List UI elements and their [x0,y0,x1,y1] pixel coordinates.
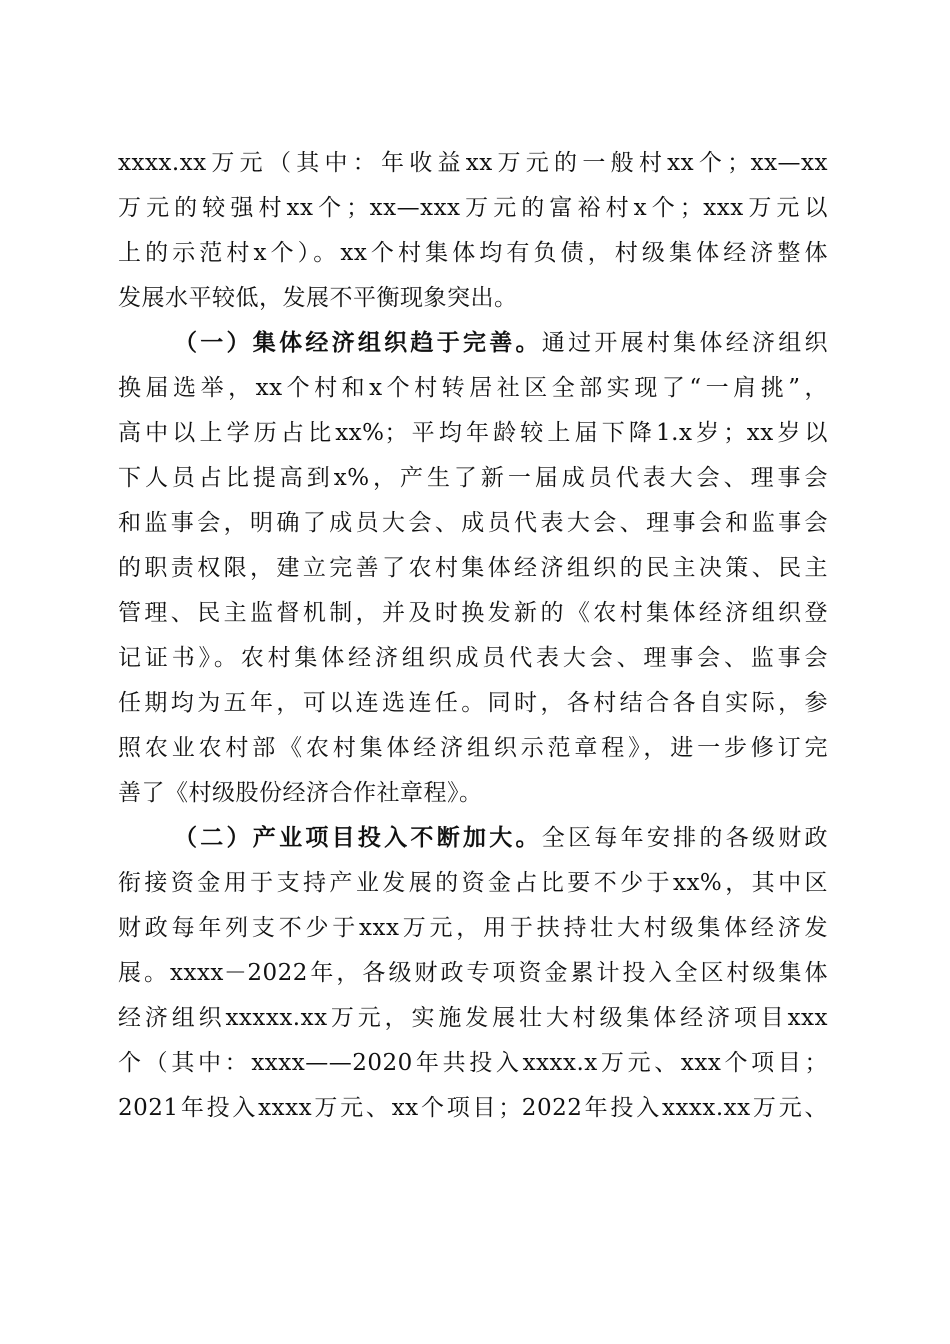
paragraph-3-line-7: 2021年投入xxxx万元、xx个项目；2022年投入xxxx.xx万元、 [118,1095,828,1121]
paragraph-3-line-1 [174,823,828,853]
paragraph-1-line-1: xxxx.xx万元（其中：年收益xx万元的一般村xx个；xx—xx [118,150,828,176]
paragraph-1-line-2: 万元的较强村xx个；xx—xxx万元的富裕村x个；xxx万元以 [118,195,828,221]
paragraph-2-line-2: 换届选举，xx个村和x个村转居社区全部实现了“一肩挑”， [118,375,828,401]
paragraph-2-line-7: 管理、民主监督机制，并及时换发新的《农村集体经济组织登 [118,600,828,626]
paragraph-2-line-6: 的职责权限，建立完善了农村集体经济组织的民主决策、民主 [118,555,828,581]
paragraph-3-line-1-text: 全区每年安排的各级财政 [541,825,829,851]
paragraph-2-line-11: 善了《村级股份经济合作社章程》。 [118,780,483,806]
section-heading-2: （二）产业项目投入不断加大。 [174,824,542,851]
paragraph-2-line-9: 任期均为五年，可以连选连任。同时，各村结合各自实际，参 [118,690,828,716]
paragraph-2-line-3: 高中以上学历占比xx%；平均年龄较上届下降1.x岁；xx岁以 [118,420,828,446]
paragraph-3-line-3: 财政每年列支不少于xxx万元，用于扶持壮大村级集体经济发 [118,915,828,941]
paragraph-3-line-6: 个（其中：xxxx——2020年共投入xxxx.x万元、xxx个项目； [118,1050,828,1076]
paragraph-2-line-8: 记证书》。农村集体经济组织成员代表大会、理事会、监事会 [118,645,828,671]
paragraph-1-line-3: 上的示范村x个）。xx个村集体均有负债，村级集体经济整体 [118,240,828,266]
paragraph-3-line-2: 衔接资金用于支持产业发展的资金占比要不少于xx%，其中区 [118,870,828,896]
paragraph-3-line-5: 经济组织xxxxx.xx万元，实施发展壮大村级集体经济项目xxx [118,1005,828,1031]
paragraph-2-line-4: 下人员占比提高到x%，产生了新一届成员代表大会、理事会 [118,465,828,491]
paragraph-2-line-5: 和监事会，明确了成员大会、成员代表大会、理事会和监事会 [118,510,828,536]
paragraph-3-line-4: 展。xxxx－2022年，各级财政专项资金累计投入全区村级集体 [118,960,828,986]
paragraph-2-line-10: 照农业农村部《农村集体经济组织示范章程》，进一步修订完 [118,735,828,761]
paragraph-1-line-4: 发展水平较低，发展不平衡现象突出。 [118,285,518,311]
section-heading-1: （一）集体经济组织趋于完善。 [174,329,542,356]
paragraph-2-line-1-text: 通过开展村集体经济组织 [541,330,829,356]
paragraph-2-line-1 [174,328,828,358]
